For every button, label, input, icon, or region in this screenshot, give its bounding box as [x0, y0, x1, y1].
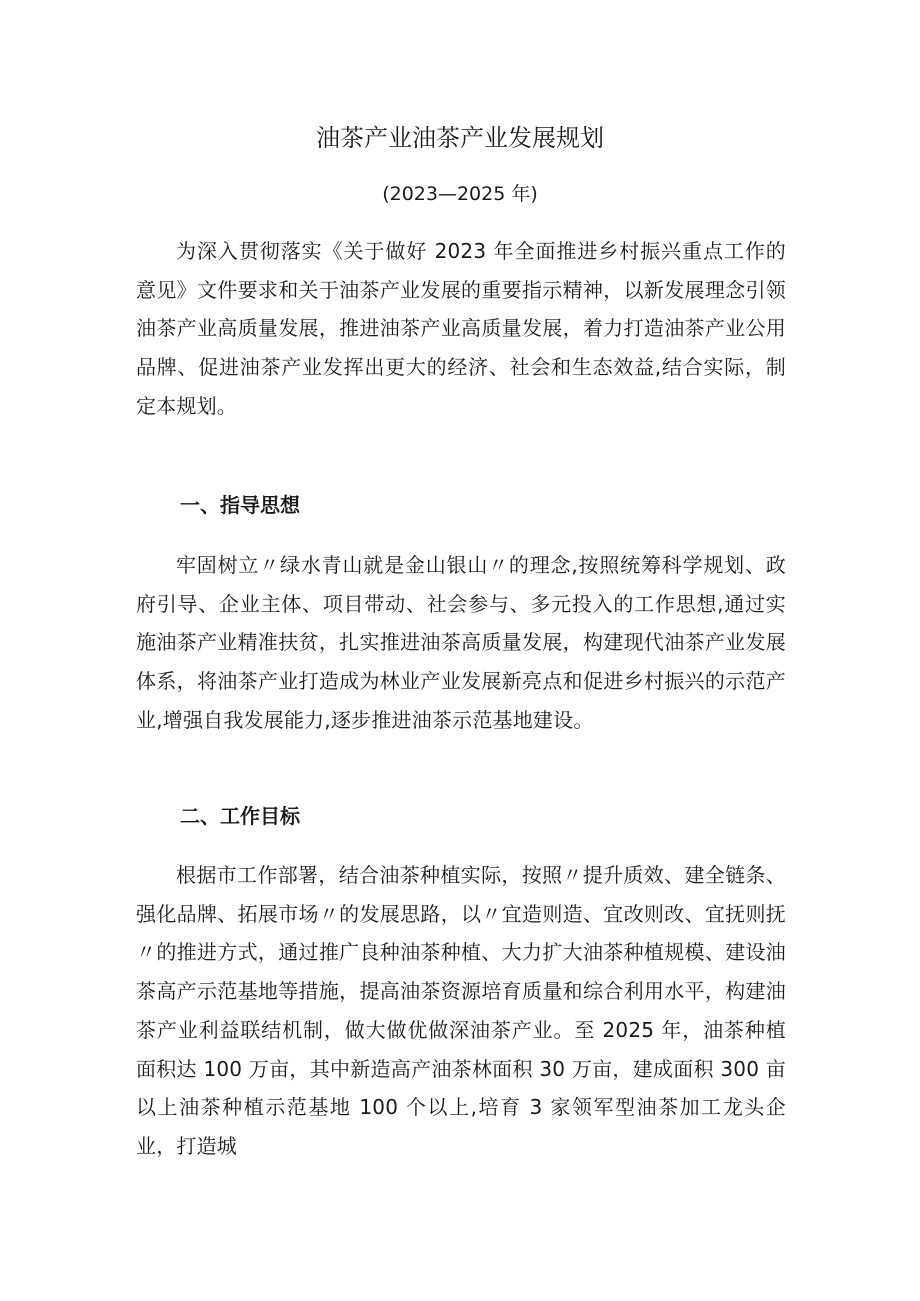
- section-paragraph-work-goals: 根据市工作部署，结合油茶种植实际，按照〃提升质效、建全链条、强化品牌、拓展市场〃的发展思路，以〃宜造则造、宜改则改、宜抚则抚〃的推进方式，通过推广良种油茶种植、大力扩大油茶种植规模、建设油茶高产示范基地等措施，提高油茶资源培育质量和综合利用水平，构建油茶产业利益联结机制，做大做优做深油茶产业。至 2025 年，油茶种植面积达 100 万亩，其中新造高产油茶林面积 30 万亩，建成面积 300 亩以上油茶种植示范基地 100 个以上,培育 3 家领军型油茶加工龙头企业，打造城: [136, 863, 786, 1158]
- document-title: 油茶产业油茶产业发展规划: [316, 124, 604, 152]
- section-heading-work-goals: 二、工作目标: [180, 804, 300, 828]
- document-subtitle: (2023—2025 年): [382, 183, 538, 205]
- intro-paragraph: 为深入贯彻落实《关于做好 2023 年全面推进乡村振兴重点工作的意见》文件要求和关于油茶产业发展的重要指示精神，以新发展理念引领油茶产业高质量发展，推进油茶产业高质量发展，着力打造油茶产业公用品牌、促进油茶产业发挥出更大的经济、社会和生态效益,结合实际，制定本规划。: [136, 239, 786, 418]
- section-paragraph-guiding-thought: 牢固树立〃绿水青山就是金山银山〃的理念,按照统筹科学规划、政府引导、企业主体、项目带动、社会参与、多元投入的工作思想,通过实施油茶产业精准扶贫，扎实推进油茶高质量发展，构建现代油茶产业发展体系，将油茶产业打造成为林业产业发展新亮点和促进乡村振兴的示范产业,增强自我发展能力,逐步推进油茶示范基地建设。: [136, 553, 786, 732]
- section-heading-guiding-thought: 一、指导思想: [180, 493, 300, 517]
